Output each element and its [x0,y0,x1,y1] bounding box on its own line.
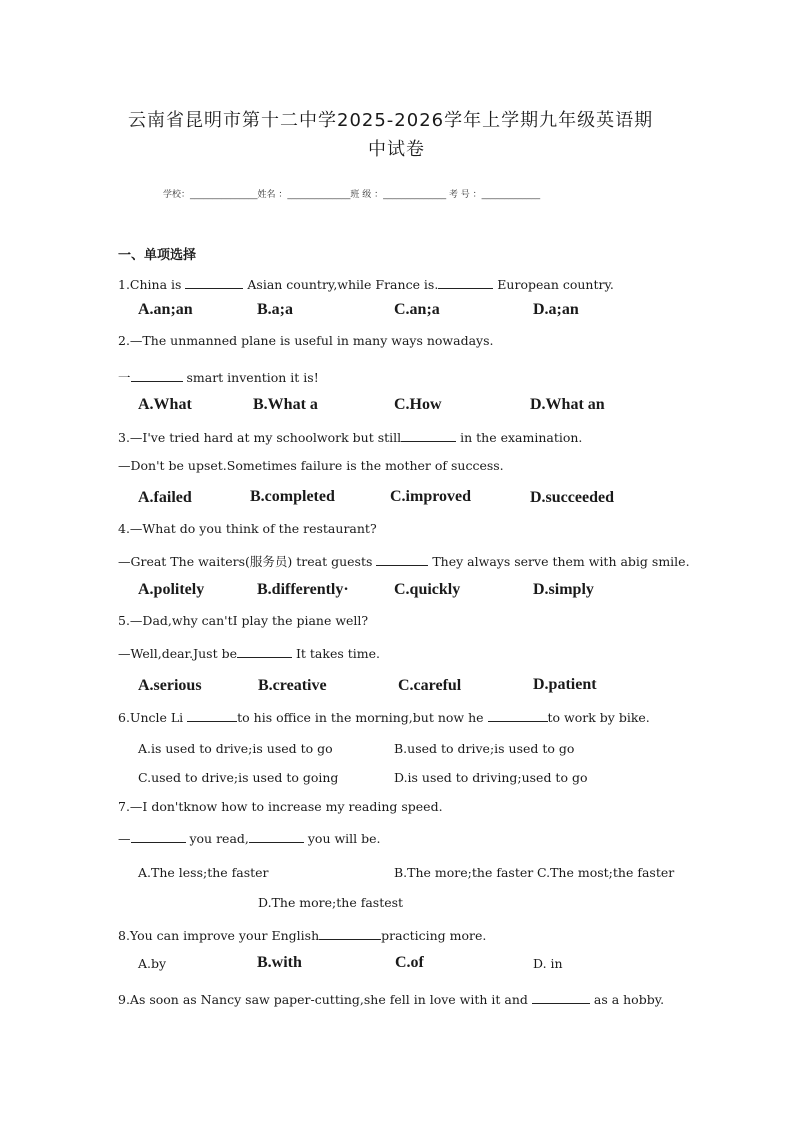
question-6-text-a: 6.Uncle Li [118,710,188,725]
question-2-line2 [118,368,319,386]
answer-blank[interactable] [131,830,186,843]
question-5-text-a: —Well,dear.Just be [118,646,237,661]
question-5: 5.—Dad,why can'tI play the piane well? [118,613,369,628]
option-b[interactable]: B.with [257,954,302,971]
option-b[interactable]: B.What a [253,396,318,413]
answer-blank[interactable] [237,645,292,658]
question-1 [118,276,614,292]
answer-blank[interactable] [532,991,590,1004]
question-8-text-a: 8.You can improve your English [118,928,320,943]
option-a[interactable]: A.by [138,956,167,971]
option-b[interactable]: B.The more;the faster [394,865,534,880]
option-c[interactable]: C.improved [390,488,472,505]
question-6-text-c: to work by bike. [547,710,650,725]
option-a[interactable]: A.politely [138,581,205,598]
question-4-text-a: —Great The waiters(服务员) treat guests [118,554,377,569]
question-1-text-c: European country. [493,277,614,292]
answer-blank[interactable] [319,927,381,940]
question-6-text-b: to his office in the morning,but now he [237,710,488,725]
option-c[interactable]: C.careful [398,677,462,694]
answer-blank[interactable] [249,830,304,843]
question-5-text-b: It takes time. [292,646,380,661]
answer-blank[interactable] [131,369,183,382]
question-7-dash: — [118,831,131,846]
question-6 [118,709,650,725]
section-title: 一、单项选择 [118,248,197,263]
question-7-line2 [118,830,381,846]
question-9-text-a: 9.As soon as Nancy saw paper-cutting,she fell in love with it and [118,992,532,1007]
question-1-text-a: 1.China is [118,277,186,292]
option-d[interactable]: D.patient [533,676,597,693]
answer-blank[interactable] [187,709,237,722]
option-c[interactable]: C.How [394,396,442,413]
option-b[interactable]: B.differently· [257,581,349,598]
question-3-line2: —Don't be upset.Sometimes failure is the mother of success. [118,458,504,473]
option-a[interactable]: A.The less;the faster [138,865,269,880]
option-b[interactable]: B.a;a [257,301,293,318]
answer-blank[interactable] [185,276,243,289]
student-info-line: 学校：_______________姓名 ：______________班 级 ：______________ 考 号 ：_____________ [163,190,541,200]
option-c[interactable]: C.of [395,954,424,971]
question-7: 7.—I don'tknow how to increase my reading speed. [118,799,443,814]
question-2: 2.—The unmanned plane is useful in many ways nowadays. [118,333,494,348]
option-b[interactable]: B.creative [258,677,327,694]
question-3 [118,429,582,445]
option-a[interactable]: A.serious [138,677,202,694]
option-b[interactable]: B.used to drive;is used to go [394,741,575,756]
question-9-text-b: as a hobby. [589,992,665,1007]
question-2-text-b: smart invention it is! [182,370,319,385]
option-c[interactable]: C.an;a [394,301,440,318]
option-a[interactable]: A.failed [138,489,192,506]
answer-blank[interactable] [488,709,548,722]
option-c[interactable]: C.used to drive;is used to going [138,770,339,785]
answer-blank[interactable] [401,429,456,442]
question-1-text-b: Asian country,while France is. [243,277,439,292]
option-a[interactable]: A.What [138,396,192,413]
page-title-line2: 中试卷 [368,139,425,160]
question-2-dash: 一 [118,370,131,385]
question-7-text-c: you will be. [303,831,381,846]
option-d[interactable]: D.is used to driving;used to go [394,770,588,785]
option-a[interactable]: A.an;an [138,301,193,318]
question-8-text-b: practicing more. [381,928,487,943]
option-d[interactable]: D. in [533,956,563,971]
option-d[interactable]: D.succeeded [530,489,614,506]
question-8 [118,927,486,943]
option-d[interactable]: D.What an [530,396,605,413]
page-title: 云南省昆明市第十二中学2025-2026学年上学期九年级英语期 [128,110,654,131]
option-a[interactable]: A.is used to drive;is used to go [138,741,333,756]
question-4-line2 [118,552,690,570]
question-9 [118,991,664,1007]
answer-blank[interactable] [376,553,428,566]
option-c[interactable]: C.The most;the faster [537,865,675,880]
question-3-text-b: in the examination. [456,430,583,445]
option-c[interactable]: C.quickly [394,581,461,598]
question-5-line2 [118,645,380,661]
question-4: 4.—What do you think of the restaurant? [118,521,377,536]
question-7-text-b: you read, [185,831,249,846]
option-d[interactable]: D.a;an [533,301,579,318]
question-3-text-a: 3.—I've tried hard at my schoolwork but still [118,430,402,445]
option-d[interactable]: D.The more;the fastest [258,895,404,910]
answer-blank[interactable] [438,276,493,289]
question-4-text-b: They always serve them with abig smile. [428,554,690,569]
option-d[interactable]: D.simply [533,581,594,598]
option-b[interactable]: B.completed [250,488,335,505]
